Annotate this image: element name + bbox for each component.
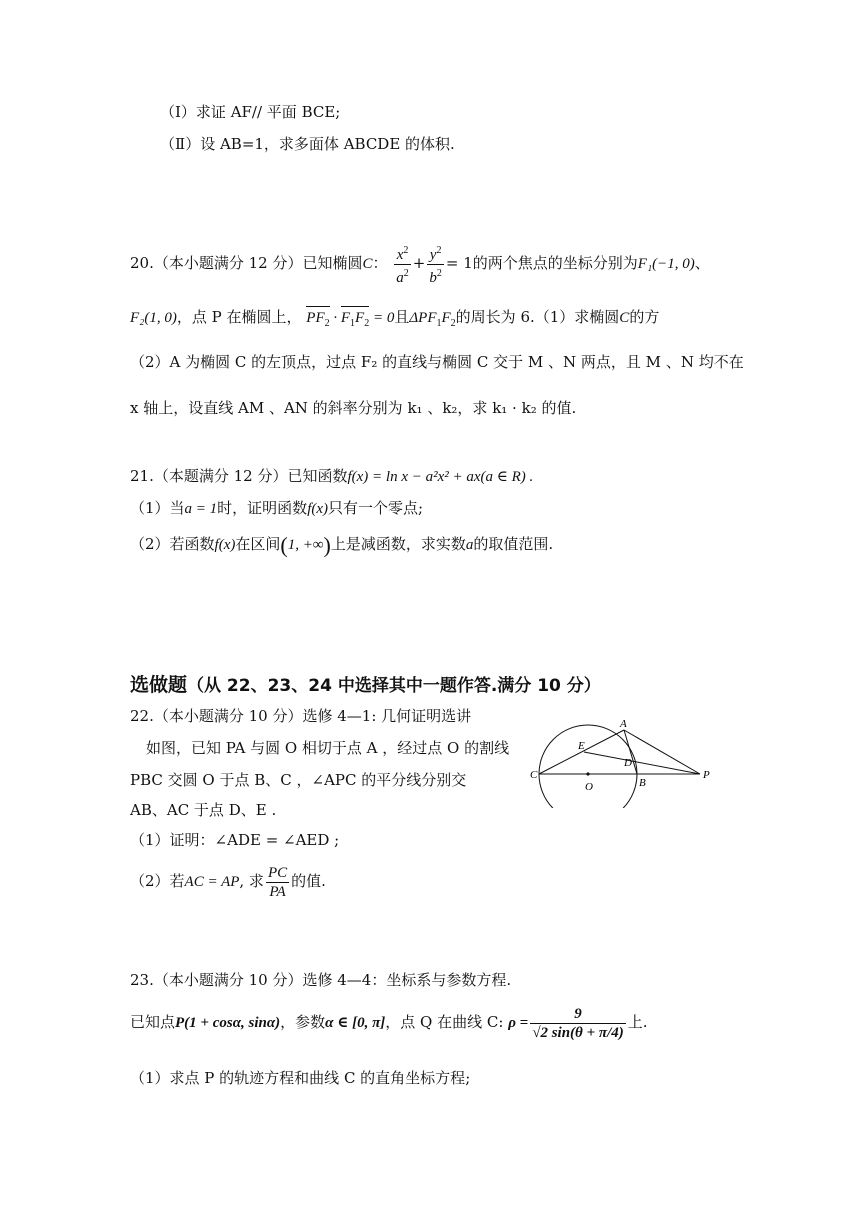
q22-frac bbox=[266, 864, 289, 901]
q23-l1b: P(1 + cosα, sinα) bbox=[175, 1015, 281, 1031]
optional-section-heading bbox=[130, 670, 601, 697]
q20-intro: 20.（本小题满分 12 分）已知椭圆 bbox=[130, 254, 363, 272]
q21-p2b: f(x) bbox=[214, 537, 236, 553]
q20-triangle: $\Delta PF_1F_2$ bbox=[409, 310, 456, 329]
label-d: D bbox=[624, 757, 632, 769]
q23-l1e: ，点 Q 在曲线 C: bbox=[385, 1013, 504, 1031]
q20-l2d: 的周长为 6.（1）求椭圆 bbox=[455, 308, 620, 326]
q20-l2c: 且 bbox=[394, 308, 410, 326]
q20-l2e: 的方 bbox=[629, 308, 660, 326]
q21-p2d: 上是减函数，求实数 bbox=[330, 535, 466, 553]
label-c: C bbox=[530, 769, 538, 781]
label-e: E bbox=[578, 740, 585, 752]
q23-rho-den: √2 sin(θ + π/4) bbox=[532, 1024, 624, 1041]
q23-intro: 23.（本小题满分 10 分）选修 4—4：坐标系与参数方程. bbox=[130, 971, 512, 989]
ellipse-frac-x: $\frac{x^2}{a^2}$ bbox=[394, 242, 411, 287]
chord-ca bbox=[539, 730, 624, 774]
circle-tangent-figure bbox=[528, 718, 718, 808]
q20-eq-text: 的两个焦点的坐标分别为 bbox=[472, 254, 638, 272]
colon: ： bbox=[372, 254, 388, 272]
q22-intro: 22.（本小题满分 10 分）选修 4—1: 几何证明选讲 bbox=[130, 707, 472, 725]
center-dot bbox=[586, 772, 589, 775]
q21-part2 bbox=[130, 534, 553, 556]
q20-f2: F₂(1, 0) bbox=[130, 310, 177, 326]
q22-p2b: AC = AP bbox=[184, 874, 240, 890]
q21-p1a: （1）当 bbox=[130, 499, 185, 517]
q19-part2: （Ⅱ）设 AB=1，求多面体 ABCDE 的体积. bbox=[160, 135, 455, 153]
q21-p1b: a = 1 bbox=[184, 501, 218, 517]
q20-l2b: ，点 P 在椭圆上， bbox=[176, 308, 302, 326]
q20-c-label: C bbox=[362, 256, 373, 272]
label-a: A bbox=[620, 718, 627, 730]
q22-l1: 如图，已知 PA 与圆 O 相切于点 A ，经过点 O 的割线 bbox=[146, 739, 510, 757]
q22-l2: PBC 交圆 O 于点 B、C ，∠APC 的平分线分别交 bbox=[130, 771, 467, 789]
q21-p2e: a bbox=[465, 537, 474, 553]
q21-interval: (1, +∞) bbox=[280, 532, 331, 558]
q21-p2f: 的取值范围. bbox=[473, 535, 554, 553]
q22-p2c: , 求 bbox=[239, 872, 264, 890]
q19-part1: （Ⅰ）求证 AF// 平面 BCE; bbox=[160, 103, 341, 121]
q21-p1d: f(x) bbox=[307, 501, 329, 517]
section-subtitle: （从 22、23、24 中选择其中一题作答.满分 10 分） bbox=[187, 676, 601, 696]
q20-line4: x 轴上，设直线 AM 、AN 的斜率分别为 k₁ 、k₂，求 k₁ · k₂ 的值. bbox=[130, 399, 577, 417]
q23-l1d: α ∈ [0, π] bbox=[325, 1015, 386, 1031]
q21-p1c: 时，证明函数 bbox=[217, 499, 308, 517]
q22-frac-num: PC bbox=[267, 864, 288, 881]
label-o: O bbox=[585, 781, 593, 793]
q21-p2a: （2）若函数 bbox=[130, 535, 215, 553]
section-title: 选做题 bbox=[130, 674, 188, 696]
q20-line1: 20.（本小题满分 12 分）已知椭圆C： $\frac{x^2}{a^2}$ + $\frac{y^2}{b^2}$ = 1的两个焦点的坐标分别为F₁(−1, 0)、 bbox=[130, 240, 710, 286]
q23-rho-frac bbox=[530, 1005, 626, 1042]
q23-l1c: ，参数 bbox=[280, 1013, 326, 1031]
q22-frac-den: PA bbox=[269, 883, 286, 900]
q23-rho: ρ = bbox=[508, 1015, 529, 1031]
q21-p1e: 只有一个零点; bbox=[328, 499, 424, 517]
q23-l1f: 上. bbox=[627, 1013, 648, 1031]
q20-line2: F₂(1, 0)，点 P 在椭圆上， $PF_2 \cdot F_1F_2 = 0$且$\Delta PF_1F_2$的周长为 6.（1）求椭圆C的方 bbox=[130, 306, 659, 334]
label-p: P bbox=[703, 769, 710, 781]
q21-p2c: 在区间 bbox=[235, 535, 281, 553]
label-b: B bbox=[639, 777, 646, 789]
q23-l1a: 已知点 bbox=[130, 1013, 176, 1031]
q23-rho-num: 9 bbox=[530, 1005, 626, 1024]
q20-f1: F₁(−1, 0) bbox=[637, 256, 695, 272]
q21-part1 bbox=[130, 498, 423, 519]
q23-l1 bbox=[130, 996, 648, 1048]
bisector-pe bbox=[584, 752, 700, 774]
q22-p2d: 的值. bbox=[291, 872, 326, 890]
q22-l3: AB、AC 于点 D、E . bbox=[130, 801, 277, 819]
q22-part2 bbox=[130, 860, 326, 902]
q21-intro bbox=[130, 466, 533, 487]
q22-p2a: （2）若 bbox=[130, 872, 185, 890]
q21-intro-text: 21.（本题满分 12 分）已知函数 bbox=[130, 467, 348, 485]
ellipse-frac-y: $\frac{y^2}{b^2}$ bbox=[427, 242, 444, 287]
q21-func: f(x) = ln x − a²x² + ax(a ∈ R) . bbox=[347, 469, 534, 485]
q20-line3: （2）A 为椭圆 C 的左顶点，过点 F₂ 的直线与椭圆 C 交于 M 、N 两点，且 M 、N 均不在 bbox=[130, 353, 744, 371]
q23-part1: （1）求点 P 的轨迹方程和曲线 C 的直角坐标方程; bbox=[130, 1069, 471, 1087]
q22-part1: （1）证明：∠ADE = ∠AED ; bbox=[130, 831, 340, 849]
q20-dot-product: $PF_2 \cdot F_1F_2 = 0$ bbox=[306, 310, 394, 326]
